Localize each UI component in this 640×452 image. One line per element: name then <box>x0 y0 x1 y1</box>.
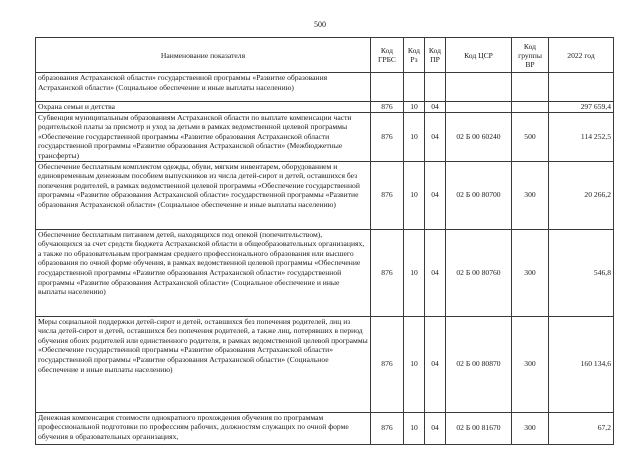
header-pr: Код ПР <box>425 38 446 73</box>
table-row <box>36 316 614 412</box>
table-row <box>36 229 614 316</box>
row-grbs <box>371 73 404 102</box>
row-name: Денежная компенсация стоимости однократного прохождения обучения по программам профессиональной подготовки по профессиям рабочих, должностям служащих по очной форме обучения в образовательных организациях, <box>36 412 371 444</box>
table-row <box>36 161 614 229</box>
row-rz: 10 <box>404 112 425 161</box>
row-vr: 300 <box>512 316 549 412</box>
header-vr: Код группы ВР <box>512 38 549 73</box>
row-csr: 02 Б 00 80870 <box>446 316 512 412</box>
row-vr <box>512 102 549 113</box>
row-rz <box>404 73 425 102</box>
row-name: Обеспечение бесплатным питанием детей, находящихся под опекой (попечительством), обучающихся за счет средств бюджета Астраханской области в общеобразовательных организациях, а также по образовательным программам среднего профессионального образования или высшего образования по очной форме обучения, в рамках ведомственной целевой программы «Обеспечение государственной программы «Развитие образования Астраханской области» государственной программы «Развитие образования Астраханской области» (Социальное обеспечение и иные выплаты населению) <box>36 229 371 316</box>
row-amount: 114 252,5 <box>549 112 614 161</box>
table-row <box>36 73 614 102</box>
table-row <box>36 112 614 161</box>
row-rz: 10 <box>404 412 425 444</box>
row-name: Меры социальной поддержки детей-сирот и детей, оставшихся без попечения родителей, лиц из числа детей-сирот и детей, оставшихся без попечения родителей, а также лиц, потерявших в период обучения обоих родителей или единственного родителя, в рамках ведомственной целевой программы «Обеспечение государственной программы «Развитие образования Астраханской области» государственной программы «Развитие образования Астраханской области» (Социальное обеспечение и иные выплаты населению) <box>36 316 371 412</box>
row-amount: 20 266,2 <box>549 161 614 229</box>
row-grbs: 876 <box>371 102 404 113</box>
row-csr <box>446 102 512 113</box>
table-row <box>36 102 614 113</box>
row-vr: 300 <box>512 161 549 229</box>
row-csr: 02 Б 00 80760 <box>446 229 512 316</box>
row-rz: 10 <box>404 229 425 316</box>
table-row <box>36 412 614 444</box>
header-year: 2022 год <box>549 38 614 73</box>
row-csr: 02 Б 00 60240 <box>446 112 512 161</box>
row-pr: 04 <box>425 112 446 161</box>
row-amount <box>549 73 614 102</box>
row-grbs: 876 <box>371 229 404 316</box>
page-number: 500 <box>314 20 326 29</box>
header-grbs: Код ГРБС <box>371 38 404 73</box>
row-vr <box>512 73 549 102</box>
row-name: образования Астраханской области» государственной программы «Развитие образования Астраханской области» (Социальное обеспечение и иные выплаты населению) <box>36 73 371 102</box>
table-header-row <box>36 38 614 73</box>
row-grbs: 876 <box>371 412 404 444</box>
row-vr: 300 <box>512 229 549 316</box>
row-csr: 02 Б 00 80700 <box>446 161 512 229</box>
row-csr: 02 Б 00 81670 <box>446 412 512 444</box>
row-rz: 10 <box>404 161 425 229</box>
row-grbs: 876 <box>371 112 404 161</box>
row-pr <box>425 73 446 102</box>
header-csr: Код ЦСР <box>446 38 512 73</box>
row-pr: 04 <box>425 229 446 316</box>
row-grbs: 876 <box>371 316 404 412</box>
row-amount: 546,8 <box>549 229 614 316</box>
row-amount: 160 134,6 <box>549 316 614 412</box>
row-rz: 10 <box>404 102 425 113</box>
row-pr: 04 <box>425 161 446 229</box>
budget-table <box>35 37 614 445</box>
row-pr: 04 <box>425 316 446 412</box>
row-rz: 10 <box>404 316 425 412</box>
header-name: Наименование показателя <box>36 38 371 73</box>
header-rz: Код Рз <box>404 38 425 73</box>
row-name: Субвенция муниципальным образованиям Астраханской области по выплате компенсации части родительской платы за присмотр и уход за детьми в рамках ведомственной целевой программы «Обеспечение государственной программы «Развитие образования Астраханской области государственной программы «Развитие образования Астраханской области» (Межбюджетные трансферты) <box>36 112 371 161</box>
row-csr <box>446 73 512 102</box>
row-pr: 04 <box>425 412 446 444</box>
row-pr: 04 <box>425 102 446 113</box>
row-amount: 67,2 <box>549 412 614 444</box>
row-name: Охрана семьи и детства <box>36 102 371 113</box>
row-grbs: 876 <box>371 161 404 229</box>
row-amount: 297 659,4 <box>549 102 614 113</box>
row-name: Обеспечение бесплатным комплектом одежды, обуви, мягким инвентарем, оборудованием и единовременным денежным пособием выпускников из числа детей-сирот и детей, оставшихся без попечения родителей, в рамках ведомственной целевой программы «Обеспечение государственной программы «Развитие образования Астраханской области» государственной программы «Развитие образования Астраханской области» (Социальное обеспечение и иные выплаты населению) <box>36 161 371 229</box>
row-vr: 500 <box>512 112 549 161</box>
row-vr: 300 <box>512 412 549 444</box>
